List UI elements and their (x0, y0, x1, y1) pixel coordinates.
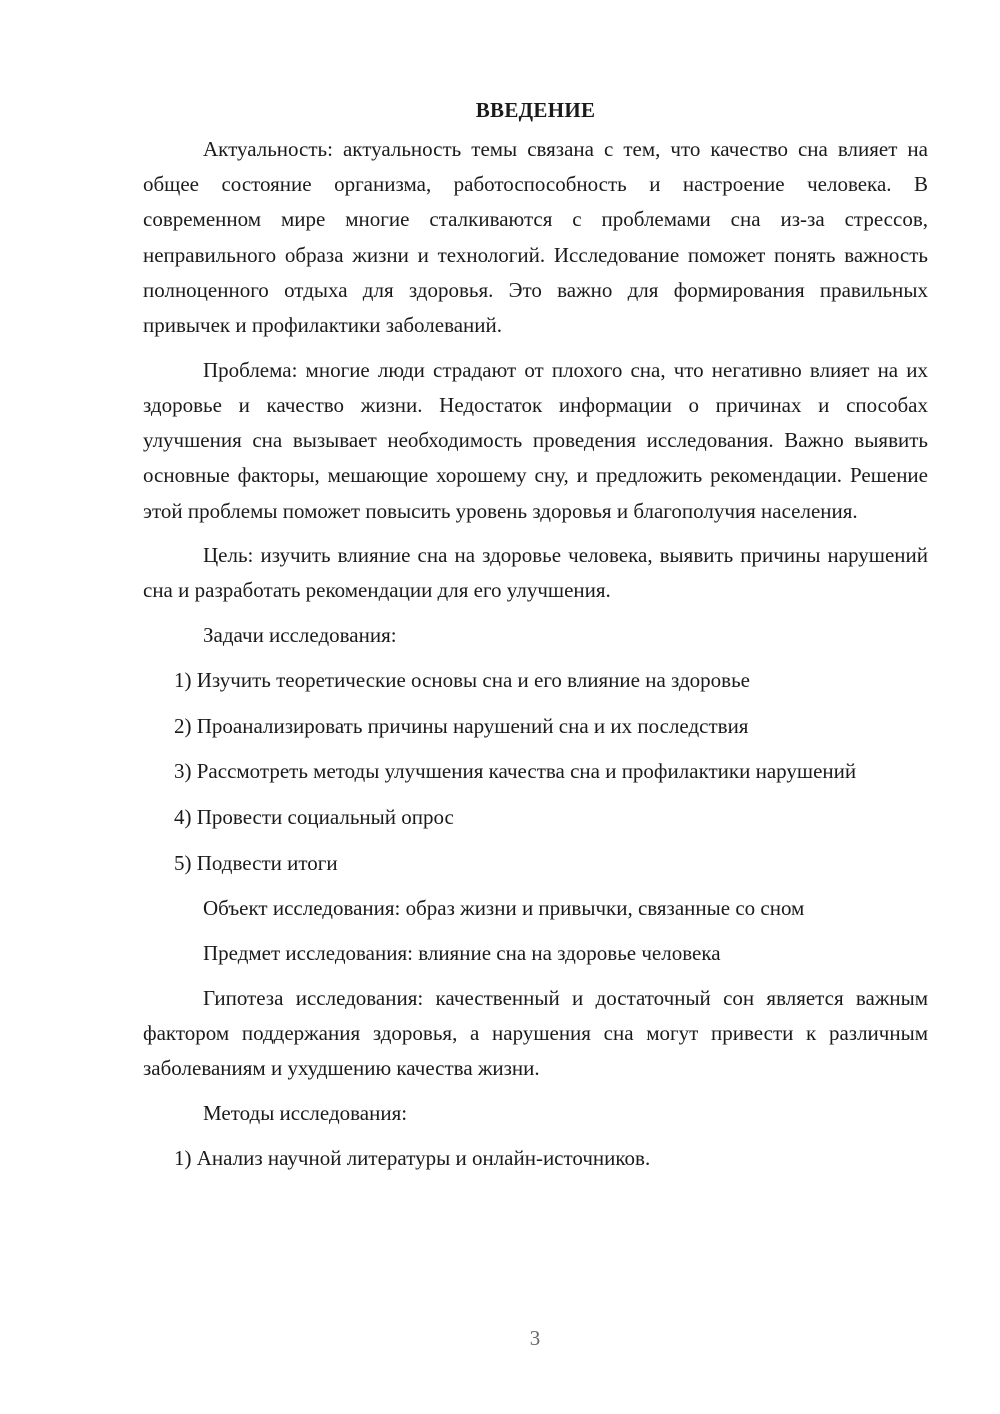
methods-heading: Методы исследования: (203, 1100, 408, 1125)
method-item-1: 1) Анализ научной литературы и онлайн-источников. (174, 1145, 651, 1170)
section-title: ВВЕДЕНИЕ (475, 98, 596, 122)
relevance-paragraph: Актуальность: актуальность темы связана с тем, что качество сна влияет на общее состояние организма, работоспособность и настроение человека. В современном мире многие сталкиваются с проблемами сна из-за стрессов, неправильного образа жизни и технологий. Исследование поможет понять важность полноценного отдыха для здоровья. Это важно для формирования правильных привычек и профилактики заболеваний. (143, 137, 928, 338)
task-item-2: 2) Проанализировать причины нарушений сна и их последствия (174, 713, 749, 738)
subject-paragraph: Предмет исследования: влияние сна на здоровье человека (203, 941, 721, 966)
problem-paragraph: Проблема: многие люди страдают от плохого сна, что негативно влияет на их здоровье и качество жизни. Недостаток информации о причинах и способах улучшения сна вызывает необходимость проведения исследования. Важно выявить основные факторы, мешающие хорошему сну, и предложить рекомендации. Решение этой проблемы поможет повысить уровень здоровья и благополучия населения. (143, 357, 928, 523)
page-number: 3 (529, 1326, 541, 1350)
task-item-5: 5) Подвести итоги (174, 850, 338, 875)
tasks-heading: Задачи исследования: (203, 623, 397, 648)
task-item-3: 3) Рассмотреть методы улучшения качества сна и профилактики нарушений (174, 759, 857, 784)
hypothesis-paragraph: Гипотеза исследования: качественный и достаточный сон является важным фактором поддержания здоровья, а нарушения сна могут привести к различным заболеваниям и ухудшению качества жизни. (143, 985, 928, 1081)
task-item-1: 1) Изучить теоретические основы сна и его влияние на здоровье (174, 667, 750, 692)
object-paragraph: Объект исследования: образ жизни и привычки, связанные со сном (203, 896, 805, 921)
task-item-4: 4) Провести социальный опрос (174, 804, 454, 829)
goal-paragraph: Цель: изучить влияние сна на здоровье человека, выявить причины нарушений сна и разработать рекомендации для его улучшения. (143, 543, 928, 603)
document-page (143, 94, 928, 1186)
